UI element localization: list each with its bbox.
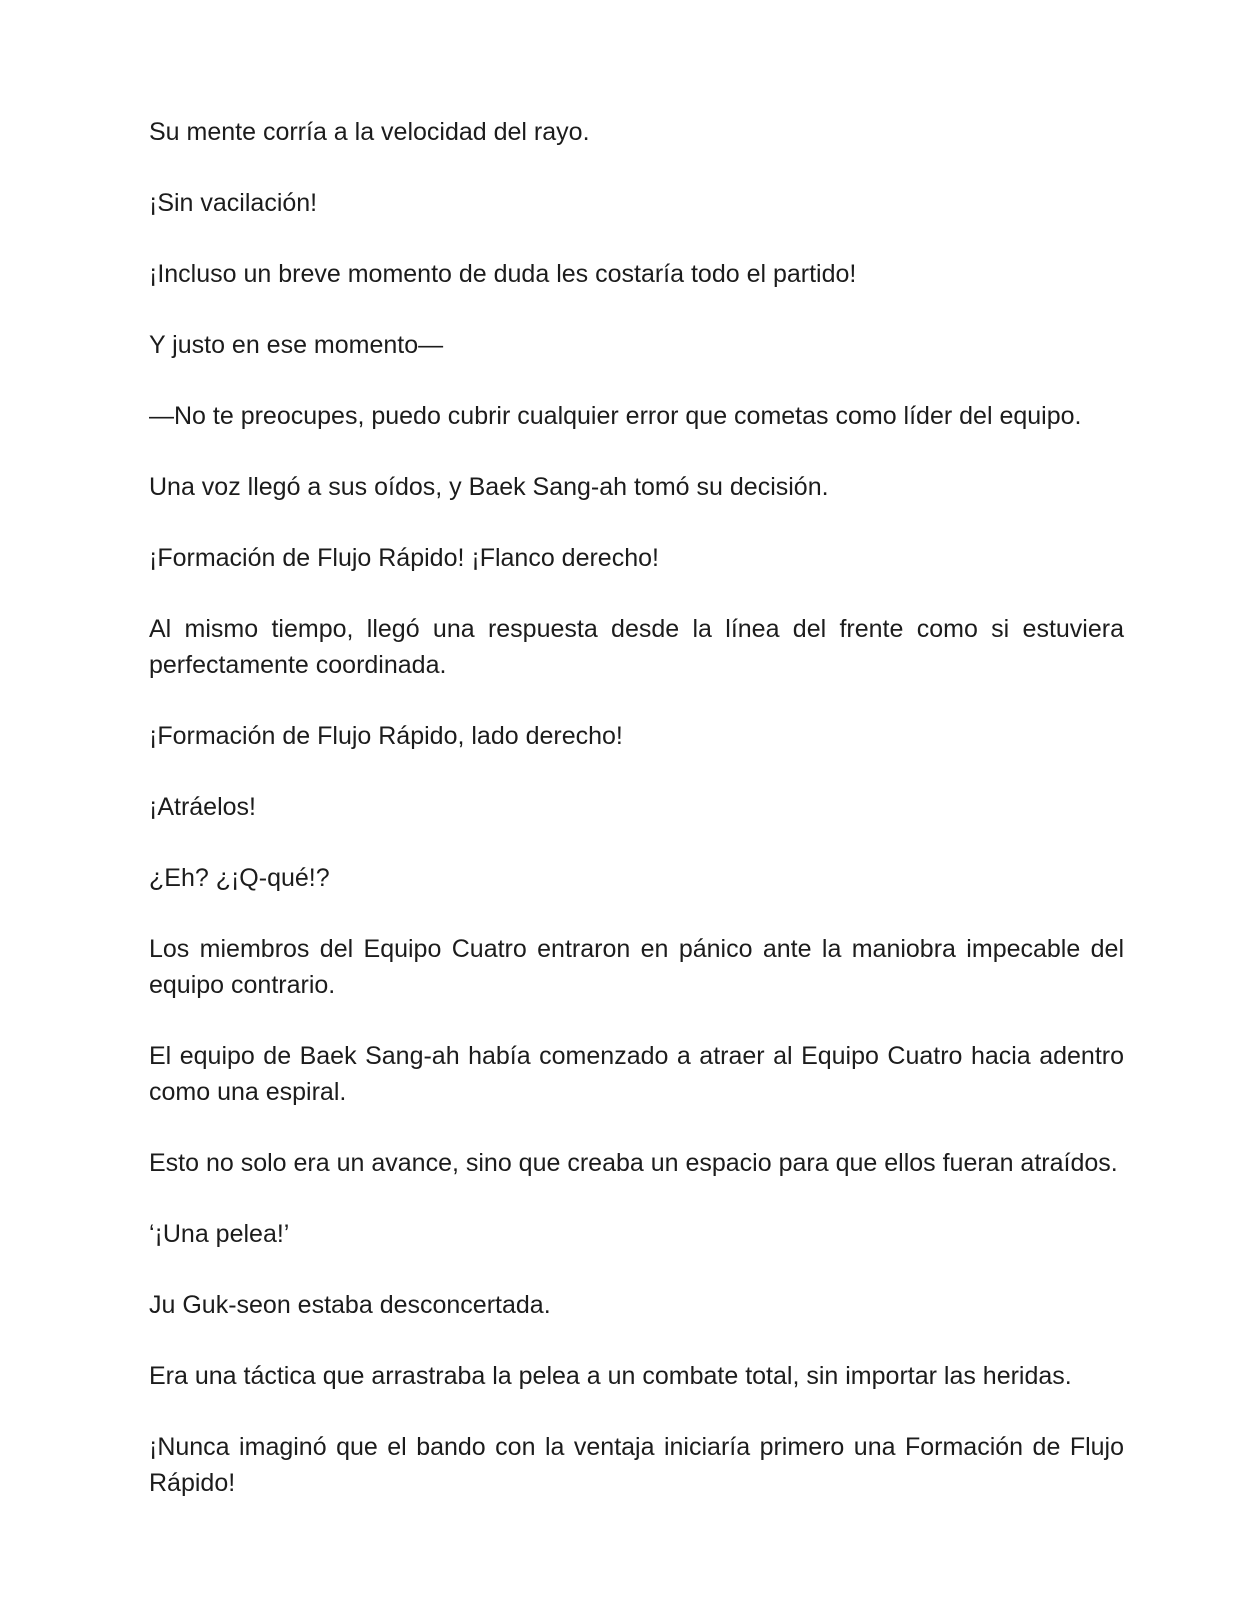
paragraph-6: Una voz llegó a sus oídos, y Baek Sang-ah tomó su decisión. [149, 473, 829, 501]
paragraph-3: ¡Incluso un breve momento de duda les costaría todo el partido! [149, 260, 857, 288]
paragraph-2: ¡Sin vacilación! [149, 189, 318, 217]
paragraph-10: ¡Atráelos! [149, 793, 256, 821]
paragraph-9: ¡Formación de Flujo Rápido, lado derecho! [149, 722, 623, 750]
paragraph-17: Era una táctica que arrastraba la pelea a un combate total, sin importar las heridas. [149, 1362, 1072, 1390]
document-page [149, 114, 1124, 1536]
paragraph-16: Ju Guk-seon estaba desconcertada. [149, 1291, 551, 1319]
paragraph-14: Esto no solo era un avance, sino que creaba un espacio para que ellos fueran atraídos. [149, 1149, 1118, 1177]
paragraph-12: Los miembros del Equipo Cuatro entraron en pánico ante la maniobra impecable del equipo contrario. [149, 935, 1124, 999]
paragraph-5: —No te preocupes, puedo cubrir cualquier error que cometas como líder del equipo. [149, 402, 1082, 430]
paragraph-8: Al mismo tiempo, llegó una respuesta desde la línea del frente como si estuviera perfectamente coordinada. [149, 615, 1124, 679]
paragraph-11: ¿Eh? ¿¡Q-qué!? [149, 864, 330, 892]
paragraph-4: Y justo en ese momento— [149, 331, 444, 359]
paragraph-7: ¡Formación de Flujo Rápido! ¡Flanco derecho! [149, 544, 659, 572]
paragraph-1: Su mente corría a la velocidad del rayo. [149, 118, 590, 146]
paragraph-13: El equipo de Baek Sang-ah había comenzado a atraer al Equipo Cuatro hacia adentro como una espiral. [149, 1042, 1124, 1106]
paragraph-18: ¡Nunca imaginó que el bando con la ventaja iniciaría primero una Formación de Flujo Rápido! [149, 1433, 1124, 1497]
paragraph-15: ‘¡Una pelea!’ [149, 1220, 290, 1248]
